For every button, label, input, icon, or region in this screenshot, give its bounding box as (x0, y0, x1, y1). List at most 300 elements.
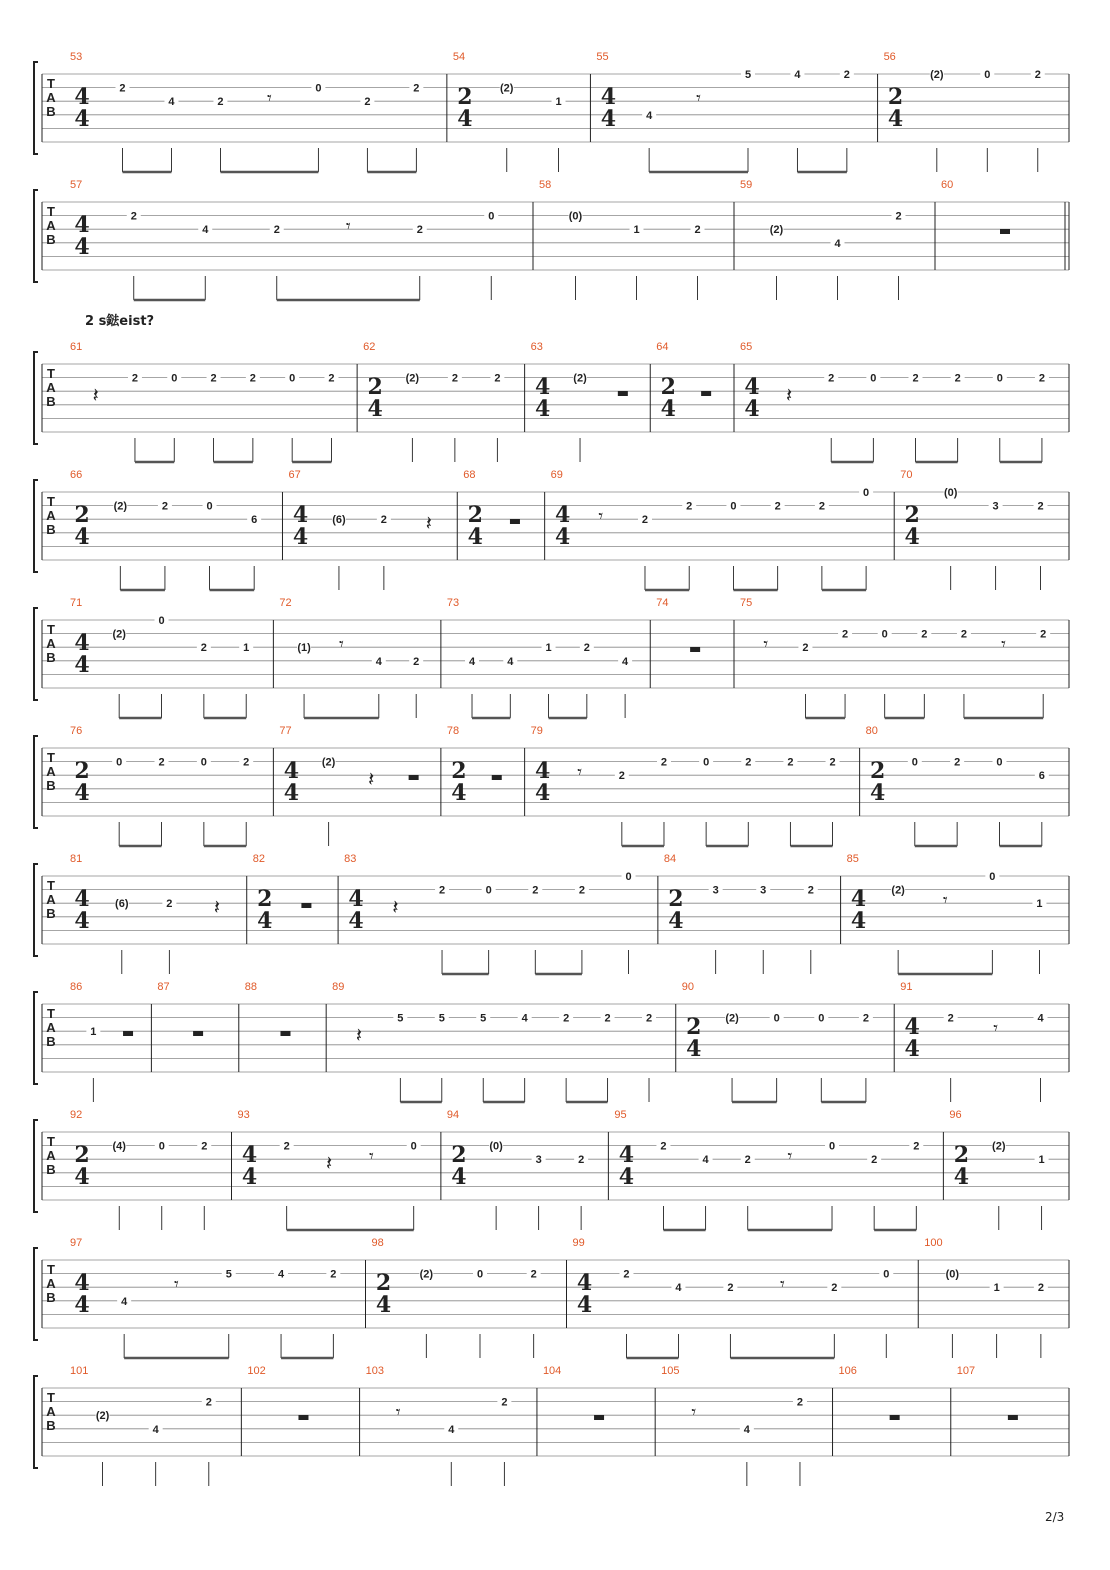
fret-number: 2 (130, 210, 137, 223)
tab-clef-letter: B (46, 1290, 56, 1305)
time-signature-top: 4 (348, 886, 364, 912)
quarter-rest: 𝄽 (325, 1151, 333, 1175)
tab-clef-letter: B (46, 522, 56, 537)
half-rest (1008, 1415, 1018, 1420)
quarter-rest: 𝄽 (368, 767, 375, 791)
system-bracket (34, 736, 38, 828)
time-signature-top: 2 (451, 758, 467, 784)
time-signature-top: 4 (241, 1142, 258, 1168)
tab-clef-letter: A (46, 218, 56, 233)
time-signature-top: 4 (600, 84, 617, 110)
fret-number: 0 (996, 756, 1003, 769)
fret-number: 2 (166, 898, 173, 911)
system-bracket (34, 864, 38, 956)
fret-number: 2 (618, 770, 625, 783)
time-signature-bottom: 4 (74, 1164, 90, 1190)
tab-clef-letter: A (46, 1276, 56, 1291)
half-rest (301, 903, 311, 908)
time-signature-top: 4 (74, 630, 90, 656)
time-signature-top: 2 (869, 758, 886, 784)
fret-number: (1) (297, 642, 311, 655)
fret-number: 2 (802, 642, 809, 655)
fret-number: 2 (623, 1268, 630, 1281)
fret-number: 5 (397, 1012, 404, 1025)
system-bracket (34, 352, 38, 444)
tab-clef-letter: T (47, 622, 55, 637)
measure-number: 75 (740, 597, 753, 609)
fret-number: 4 (521, 1012, 528, 1025)
fret-number: 2 (947, 1012, 954, 1025)
time-signature-bottom: 4 (241, 1164, 258, 1190)
eighth-rest: 𝄾 (787, 1146, 793, 1167)
time-signature-top: 2 (375, 1270, 392, 1296)
fret-number: 2 (745, 756, 752, 769)
measure-number: 62 (363, 341, 376, 353)
fret-number: 0 (828, 1140, 836, 1153)
fret-number: 0 (989, 871, 996, 883)
fret-number: 2 (578, 1154, 585, 1167)
measure-number: 95 (614, 1109, 627, 1121)
fret-number: 1 (545, 642, 552, 655)
time-signature-bottom: 4 (257, 908, 273, 934)
measure-number: 61 (70, 341, 83, 353)
half-rest (701, 391, 711, 396)
tab-clef-letter: T (47, 494, 55, 509)
fret-number: 0 (730, 500, 737, 513)
tab-clef-letter: B (46, 104, 56, 119)
tab-clef-letter: B (46, 778, 56, 793)
time-signature-bottom: 4 (375, 1292, 392, 1318)
tab-clef-letter: A (46, 1020, 56, 1035)
system-bracket (34, 1248, 38, 1340)
half-rest (123, 1031, 133, 1036)
fret-number: 2 (451, 372, 458, 385)
tab-clef-letter: T (47, 366, 55, 381)
fret-number: (2) (500, 82, 514, 95)
time-signature-top: 4 (74, 1270, 90, 1296)
fret-number: 2 (787, 756, 794, 769)
fret-number: 5 (225, 1268, 232, 1281)
eighth-rest: 𝄾 (174, 1274, 179, 1295)
fret-number: 1 (90, 1026, 97, 1039)
fret-number: 2 (954, 372, 961, 385)
time-signature-top: 2 (457, 84, 473, 110)
measure-number: 104 (542, 1365, 562, 1377)
time-signature-top: 2 (257, 886, 273, 912)
tab-clef-letter: T (47, 1006, 55, 1021)
page-number: 2/3 (1045, 1510, 1065, 1524)
half-rest (594, 1415, 604, 1420)
fret-number: (6) (332, 514, 346, 527)
system-bracket (34, 992, 38, 1084)
time-signature-bottom: 4 (74, 106, 90, 132)
fret-number: 2 (895, 210, 902, 223)
measure-number: 67 (288, 469, 301, 481)
fret-number: 0 (485, 884, 492, 897)
system-bracket (34, 62, 38, 154)
measure-number: 83 (344, 853, 357, 865)
fret-number: 0 (870, 372, 877, 385)
time-signature-bottom: 4 (74, 234, 90, 260)
time-signature-bottom: 4 (74, 908, 90, 934)
time-signature-bottom: 4 (744, 396, 760, 422)
time-signature-bottom: 4 (292, 524, 309, 550)
tab-clef-letter: B (46, 232, 56, 247)
tab-clef-letter: B (46, 650, 56, 665)
fret-number: (2) (405, 372, 420, 385)
measure-number: 99 (572, 1237, 585, 1249)
fret-number: 0 (996, 372, 1003, 385)
fret-number: 4 (121, 1295, 128, 1308)
fret-number: 2 (283, 1140, 290, 1153)
time-signature-top: 2 (451, 1142, 467, 1168)
fret-number: 4 (834, 237, 841, 250)
fret-number: (0) (945, 1268, 960, 1281)
fret-number: 2 (871, 1154, 878, 1167)
measure-number: 97 (70, 1237, 83, 1249)
fret-number: 2 (578, 884, 585, 897)
fret-number: 4 (152, 1423, 159, 1436)
fret-number: 2 (744, 1154, 751, 1167)
measure-number: 103 (365, 1365, 384, 1377)
fret-number: 0 (289, 372, 296, 385)
fret-number: (4) (112, 1140, 126, 1153)
eighth-rest: 𝄾 (763, 634, 769, 655)
time-signature-top: 2 (74, 758, 90, 784)
measure-number: 93 (237, 1109, 250, 1121)
fret-number: 0 (881, 628, 888, 641)
fret-number: 2 (921, 628, 928, 641)
eighth-rest: 𝄾 (368, 1146, 374, 1167)
fret-number: 2 (828, 372, 835, 385)
tab-clef-letter: T (47, 76, 55, 91)
fret-number: (0) (489, 1140, 503, 1153)
fret-number: 3 (992, 500, 999, 513)
fret-number: 0 (818, 1012, 825, 1025)
half-rest (890, 1415, 900, 1420)
fret-number: 2 (158, 756, 165, 769)
fret-number: 2 (1037, 1282, 1044, 1295)
measure-number: 55 (596, 51, 609, 63)
time-signature-bottom: 4 (348, 908, 364, 934)
half-rest (690, 647, 700, 652)
fret-number: 2 (796, 1396, 804, 1409)
time-signature-bottom: 4 (451, 1164, 467, 1190)
fret-number: 2 (1038, 372, 1045, 385)
fret-number: 0 (315, 82, 322, 95)
fret-number: (2) (891, 884, 905, 897)
quarter-rest: 𝄽 (786, 383, 793, 407)
time-signature-bottom: 4 (887, 106, 904, 132)
fret-number: 2 (912, 372, 919, 385)
fret-number: (2) (992, 1140, 1006, 1153)
fret-number: 1 (555, 96, 562, 109)
fret-number: 1 (633, 224, 640, 237)
fret-number: 1 (993, 1282, 1000, 1295)
fret-number: 2 (563, 1012, 570, 1025)
time-signature-bottom: 4 (283, 780, 300, 806)
time-signature-bottom: 4 (367, 396, 383, 422)
measure-number: 63 (530, 341, 543, 353)
fret-number: 2 (438, 884, 446, 897)
fret-number: 4 (794, 69, 801, 81)
fret-number: (2) (573, 372, 587, 385)
fret-number: 2 (413, 82, 420, 95)
fret-number: 4 (702, 1154, 709, 1167)
measure-number: 70 (900, 469, 913, 481)
time-signature-bottom: 4 (686, 1036, 702, 1062)
fret-number: 2 (862, 1012, 869, 1025)
fret-number: 5 (744, 69, 752, 81)
tab-clef-letter: T (47, 1134, 55, 1149)
fret-number: 2 (200, 642, 207, 655)
fret-number: 2 (532, 884, 539, 897)
tab-clef-letter: T (47, 1262, 55, 1277)
tab-clef-letter: A (46, 1148, 56, 1163)
fret-number: 0 (158, 615, 165, 627)
fret-number: 2 (273, 224, 280, 237)
fret-number: 2 (364, 96, 371, 109)
eighth-rest: 𝄾 (993, 1018, 999, 1039)
system-bracket (34, 608, 38, 700)
measure-number: 71 (70, 597, 83, 609)
half-rest (193, 1031, 203, 1036)
fret-number: 3 (712, 884, 719, 897)
measure-number: 53 (70, 51, 83, 63)
fret-number: 4 (1037, 1012, 1044, 1025)
measure-number: 87 (157, 981, 170, 993)
fret-number: 2 (328, 372, 335, 385)
measure-number: 73 (446, 597, 460, 609)
fret-number: 2 (641, 514, 649, 527)
time-signature-top: 2 (887, 84, 904, 110)
time-signature-bottom: 4 (554, 524, 571, 550)
measure-number: 64 (656, 341, 669, 353)
fret-number: 2 (645, 1012, 653, 1025)
quarter-rest: 𝄽 (425, 511, 432, 535)
fret-number: 4 (168, 96, 175, 109)
quarter-rest: 𝄽 (392, 895, 399, 919)
fret-number: 1 (243, 642, 250, 655)
time-signature-bottom: 4 (74, 1292, 90, 1318)
measure-number: 79 (530, 725, 543, 737)
fret-number: 4 (675, 1282, 682, 1295)
time-signature-bottom: 4 (74, 652, 90, 678)
measure-number: 98 (371, 1237, 384, 1249)
fret-number: 0 (773, 1012, 780, 1025)
system-bracket (34, 480, 38, 572)
fret-number: (2) (95, 1410, 110, 1423)
fret-number: 0 (171, 372, 178, 385)
measure-number: 88 (244, 981, 258, 993)
eighth-rest: 𝄾 (696, 88, 701, 109)
tab-clef-letter: T (47, 204, 55, 219)
measure-number: 91 (900, 981, 913, 993)
fret-number: 0 (116, 756, 123, 769)
eighth-rest: 𝄾 (267, 88, 272, 109)
fret-number: 5 (480, 1012, 487, 1025)
half-rest (409, 775, 419, 780)
fret-number: 0 (863, 487, 870, 499)
quarter-rest: 𝄽 (213, 895, 221, 919)
tab-clef-letter: A (46, 892, 56, 907)
half-rest (510, 519, 520, 524)
measure-number: 76 (70, 725, 83, 737)
fret-number: (2) (112, 628, 126, 641)
time-signature-bottom: 4 (74, 780, 90, 806)
fret-number: 2 (694, 224, 701, 237)
fret-number: 1 (1038, 1154, 1045, 1167)
time-signature-top: 2 (74, 502, 90, 528)
time-signature-top: 4 (618, 1142, 635, 1168)
fret-number: 0 (476, 1268, 484, 1281)
time-signature-bottom: 4 (576, 1292, 593, 1318)
time-signature-bottom: 4 (869, 780, 886, 806)
fret-number: 2 (583, 642, 590, 655)
fret-number: 2 (1040, 628, 1047, 641)
system-bracket (34, 190, 38, 282)
fret-number: 3 (760, 884, 767, 897)
measure-number: 96 (949, 1109, 962, 1121)
measure-number: 54 (452, 51, 466, 63)
fret-number: 2 (807, 884, 814, 897)
measure-number: 57 (70, 179, 83, 191)
fret-number: 2 (131, 372, 139, 385)
fret-number: 2 (829, 756, 836, 769)
measure-number: 80 (865, 725, 878, 737)
fret-number: 2 (494, 372, 501, 385)
fret-number: 0 (625, 871, 632, 883)
measure-number: 92 (70, 1109, 83, 1121)
fret-number: 0 (488, 210, 495, 223)
time-signature-bottom: 4 (904, 524, 920, 550)
time-signature-top: 4 (576, 1270, 593, 1296)
fret-number: 2 (330, 1268, 337, 1281)
tab-clef-letter: A (46, 90, 56, 105)
fret-number: 2 (501, 1396, 508, 1409)
fret-number: 2 (842, 628, 849, 641)
eighth-rest: 𝄾 (1001, 634, 1006, 655)
time-signature-bottom: 4 (451, 780, 467, 806)
fret-number: 2 (818, 500, 825, 513)
fret-number: 2 (205, 1396, 212, 1409)
measure-number: 82 (252, 853, 265, 865)
time-signature-bottom: 4 (904, 1036, 920, 1062)
fret-number: (2) (321, 756, 336, 769)
fret-number: 2 (1034, 69, 1041, 81)
tab-clef-letter: A (46, 764, 56, 779)
time-signature-bottom: 4 (457, 106, 473, 132)
time-signature-top: 2 (660, 374, 676, 400)
fret-number: 2 (954, 756, 961, 769)
time-signature-bottom: 4 (618, 1164, 635, 1190)
half-rest (618, 391, 628, 396)
measure-number: 90 (681, 981, 694, 993)
fret-number: 3 (535, 1154, 542, 1167)
half-rest (1000, 229, 1010, 234)
system-bracket (34, 1120, 38, 1212)
fret-number: 4 (375, 655, 382, 668)
measure-number: 77 (279, 725, 292, 737)
measure-number: 68 (463, 469, 476, 481)
measure-number: 102 (247, 1365, 266, 1377)
fret-number: (2) (769, 224, 784, 237)
measure-number: 65 (740, 341, 753, 353)
eighth-rest: 𝄾 (395, 1402, 401, 1423)
fret-number: (2) (930, 69, 944, 81)
fret-number: (2) (113, 500, 128, 513)
fret-number: 2 (831, 1282, 838, 1295)
fret-number: (0) (568, 210, 583, 223)
measure-number: 107 (956, 1365, 976, 1377)
fret-number: 4 (507, 655, 514, 668)
fret-number: 2 (660, 1140, 667, 1153)
time-signature-bottom: 4 (953, 1164, 970, 1190)
tab-clef-letter: B (46, 1162, 56, 1177)
fret-number: 2 (413, 655, 420, 668)
fret-number: 2 (960, 628, 967, 641)
time-signature-top: 4 (554, 502, 571, 528)
eighth-rest: 𝄾 (779, 1274, 785, 1295)
measure-number: 85 (846, 853, 859, 865)
fret-number: 2 (380, 514, 387, 527)
tab-clef-letter: B (46, 906, 56, 921)
fret-number: (2) (419, 1268, 434, 1281)
measure-number: 58 (539, 179, 552, 191)
measure-number: 66 (70, 469, 83, 481)
fret-number: 2 (660, 756, 668, 769)
measure-number: 60 (941, 179, 954, 191)
time-signature-top: 4 (74, 886, 90, 912)
measure-number: 89 (332, 981, 345, 993)
eighth-rest: 𝄾 (598, 506, 604, 527)
time-signature-top: 4 (534, 758, 551, 784)
fret-number: 2 (119, 82, 126, 95)
fret-number: 4 (277, 1268, 285, 1281)
measure-number: 106 (838, 1365, 857, 1377)
fret-number: 1 (1036, 898, 1043, 911)
quarter-rest: 𝄽 (92, 383, 99, 407)
fret-number: 2 (217, 96, 224, 109)
fret-number: 2 (249, 372, 256, 385)
fret-number: (6) (115, 898, 129, 911)
fret-number: 4 (646, 109, 653, 122)
tab-clef-letter: A (46, 1404, 56, 1419)
time-signature-bottom: 4 (850, 908, 867, 934)
time-signature-top: 4 (850, 886, 867, 912)
tab-clef-letter: T (47, 1390, 55, 1405)
measure-number: 100 (924, 1237, 943, 1249)
measure-number: 101 (70, 1365, 89, 1377)
eighth-rest: 𝄾 (691, 1402, 697, 1423)
half-rest (280, 1031, 290, 1036)
tab-clef-letter: B (46, 1034, 56, 1049)
time-signature-top: 2 (367, 374, 383, 400)
time-signature-bottom: 4 (534, 780, 551, 806)
fret-number: 0 (703, 756, 710, 769)
fret-number: 2 (686, 500, 693, 513)
half-rest (492, 775, 502, 780)
tab-clef-letter: T (47, 750, 55, 765)
section-title: 2 s鍅eist? (85, 314, 155, 329)
fret-number: 4 (468, 655, 476, 668)
quarter-rest: 𝄽 (355, 1023, 362, 1047)
time-signature-top: 2 (953, 1142, 970, 1168)
fret-number: 0 (200, 756, 207, 769)
measure-number: 105 (661, 1365, 680, 1377)
fret-number: 0 (984, 69, 991, 81)
tab-clef-letter: A (46, 508, 56, 523)
